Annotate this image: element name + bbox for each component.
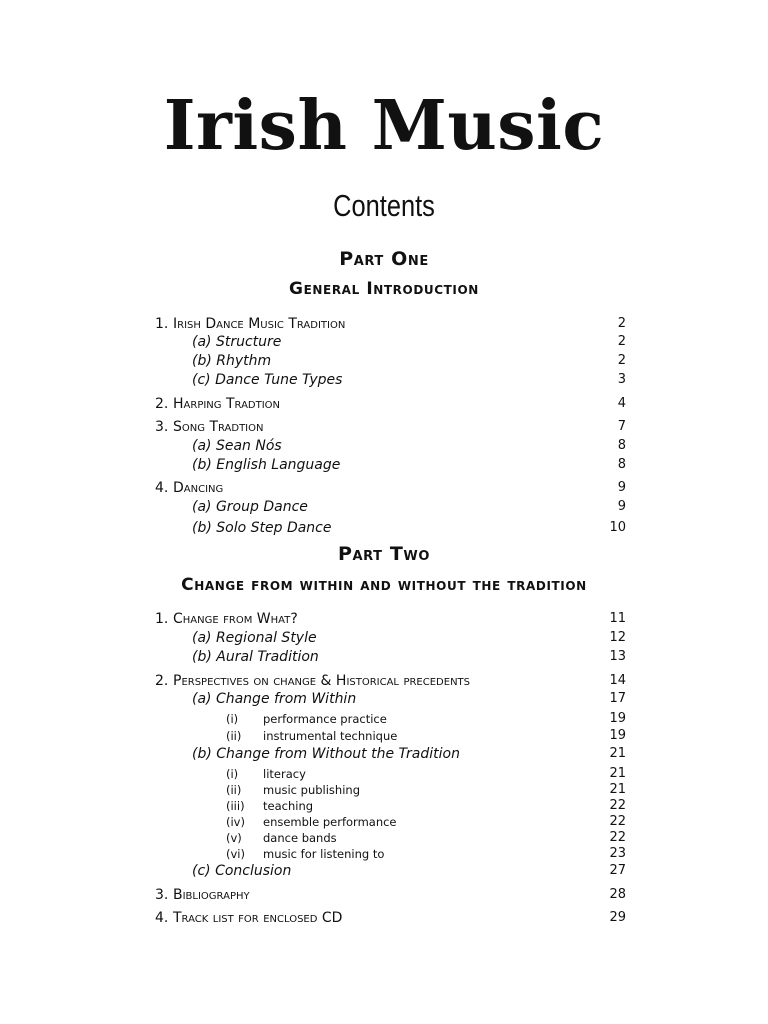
toc-entry[interactable]	[0, 885, 768, 905]
toc-entry[interactable]	[0, 394, 768, 414]
part-two-heading: Part Two	[337, 543, 431, 565]
toc-entry[interactable]	[0, 908, 768, 928]
toc-entry-page: 2	[617, 353, 626, 368]
toc-subentry[interactable]	[0, 351, 768, 371]
toc-subentry[interactable]	[0, 518, 768, 538]
toc-entry-number: (iii)	[226, 799, 245, 813]
document-title: Irish Music	[163, 86, 605, 166]
toc-subentry[interactable]	[0, 436, 768, 456]
toc-entry-label: (c) Conclusion	[192, 863, 292, 879]
toc-entry-label: Change from What?	[173, 611, 298, 627]
contents-heading: Contents	[333, 188, 435, 223]
toc-entry-page: 22	[609, 814, 626, 829]
toc-subsubentry[interactable]	[0, 726, 768, 746]
toc-entry-page: 9	[617, 480, 626, 495]
toc-subentry[interactable]	[0, 497, 768, 517]
toc-entry-label: Perspectives on change & Historical precedents	[173, 673, 471, 689]
toc-entry-page: 2	[617, 316, 626, 331]
toc-entry-page: 28	[609, 887, 626, 902]
toc-entry-page: 19	[609, 711, 626, 726]
toc-subentry[interactable]	[0, 370, 768, 390]
toc-entry-page: 21	[609, 782, 626, 797]
toc-entry-number: (i)	[226, 767, 239, 781]
toc-entry-number: 2.	[155, 396, 169, 412]
toc-entry-label: Harping Tradtion	[173, 396, 281, 412]
toc-subentry[interactable]	[0, 744, 768, 764]
toc-entry-label: (b) Change from Without the Tradition	[192, 746, 460, 762]
toc-entry-label: instrumental technique	[263, 729, 398, 743]
toc-entry-page: 13	[609, 649, 626, 664]
toc-entry-page: 22	[609, 830, 626, 845]
toc-entry-page: 21	[609, 766, 626, 781]
toc-entry-number: 4.	[155, 910, 169, 926]
toc-entry-label: ensemble performance	[263, 815, 397, 829]
part-one-heading: Part One	[339, 248, 429, 270]
toc-entry-page: 8	[617, 457, 626, 472]
toc-entry-number: 2.	[155, 673, 169, 689]
toc-entry-label: literacy	[263, 767, 306, 781]
toc-entry-label: dance bands	[263, 831, 337, 845]
toc-entry-label: music publishing	[263, 783, 360, 797]
toc-entry-page: 3	[617, 372, 626, 387]
toc-entry-page: 8	[617, 438, 626, 453]
toc-entry-page: 21	[609, 746, 626, 761]
toc-entry[interactable]	[0, 609, 768, 629]
toc-entry-label: (a) Structure	[192, 334, 282, 350]
toc-subentry[interactable]	[0, 332, 768, 352]
toc-entry-label: (b) Rhythm	[192, 353, 272, 369]
toc-entry-label: (a) Regional Style	[192, 630, 317, 646]
toc-entry-label: (a) Sean Nós	[192, 438, 282, 454]
toc-entry-page: 14	[609, 673, 626, 688]
toc-entry-number: 3.	[155, 419, 169, 435]
toc-entry-label: Dancing	[173, 480, 224, 496]
toc-entry[interactable]	[0, 671, 768, 691]
toc-entry-label: Track list for enclosed CD	[173, 910, 343, 926]
toc-entry-label: performance practice	[263, 712, 387, 726]
toc-entry-label: Bibliography	[173, 887, 250, 903]
toc-entry-number: (vi)	[226, 847, 245, 861]
toc-entry-label: (b) Solo Step Dance	[192, 520, 332, 536]
toc-entry-number: (ii)	[226, 729, 242, 743]
toc-entry-label: (a) Change from Within	[192, 691, 357, 707]
toc-entry-number: (v)	[226, 831, 242, 845]
toc-entry[interactable]	[0, 314, 768, 334]
toc-entry-page: 27	[609, 863, 626, 878]
toc-subentry[interactable]	[0, 689, 768, 709]
toc-entry-label: (c) Dance Tune Types	[192, 372, 343, 388]
toc-entry-label: (b) English Language	[192, 457, 341, 473]
toc-entry-page: 10	[609, 520, 626, 535]
toc-entry-page: 9	[617, 499, 626, 514]
toc-entry-number: 4.	[155, 480, 169, 496]
toc-entry-page: 4	[617, 396, 626, 411]
toc-subentry[interactable]	[0, 861, 768, 881]
toc-entry-page: 19	[609, 728, 626, 743]
toc-entry-label: Irish Dance Music Tradition	[173, 316, 346, 332]
toc-entry-number: (i)	[226, 712, 239, 726]
toc-entry[interactable]	[0, 417, 768, 437]
toc-entry-page: 22	[609, 798, 626, 813]
toc-entry-label: (a) Group Dance	[192, 499, 308, 515]
toc-entry-label: Song Tradtion	[173, 419, 264, 435]
toc-entry-page: 2	[617, 334, 626, 349]
toc-entry-number: (ii)	[226, 783, 242, 797]
toc-entry-label: (b) Aural Tradition	[192, 649, 319, 665]
toc-entry-page: 7	[617, 419, 626, 434]
toc-entry-label: teaching	[263, 799, 314, 813]
toc-entry-page: 11	[609, 611, 626, 626]
toc-entry-number: 1.	[155, 611, 169, 627]
toc-entry-number: (iv)	[226, 815, 245, 829]
toc-entry-page: 17	[609, 691, 626, 706]
part-one-section-heading: General Introduction	[289, 279, 479, 299]
toc-subentry[interactable]	[0, 455, 768, 475]
toc-entry-label: music for listening to	[263, 847, 385, 861]
toc-entry[interactable]	[0, 478, 768, 498]
toc-entry-page: 12	[609, 630, 626, 645]
toc-entry-page: 29	[609, 910, 626, 925]
part-two-section-heading: Change from within and without the tradition	[181, 575, 587, 595]
toc-entry-number: 1.	[155, 316, 169, 332]
toc-subentry[interactable]	[0, 628, 768, 648]
toc-subentry[interactable]	[0, 647, 768, 667]
toc-entry-number: 3.	[155, 887, 169, 903]
toc-entry-page: 23	[609, 846, 626, 861]
